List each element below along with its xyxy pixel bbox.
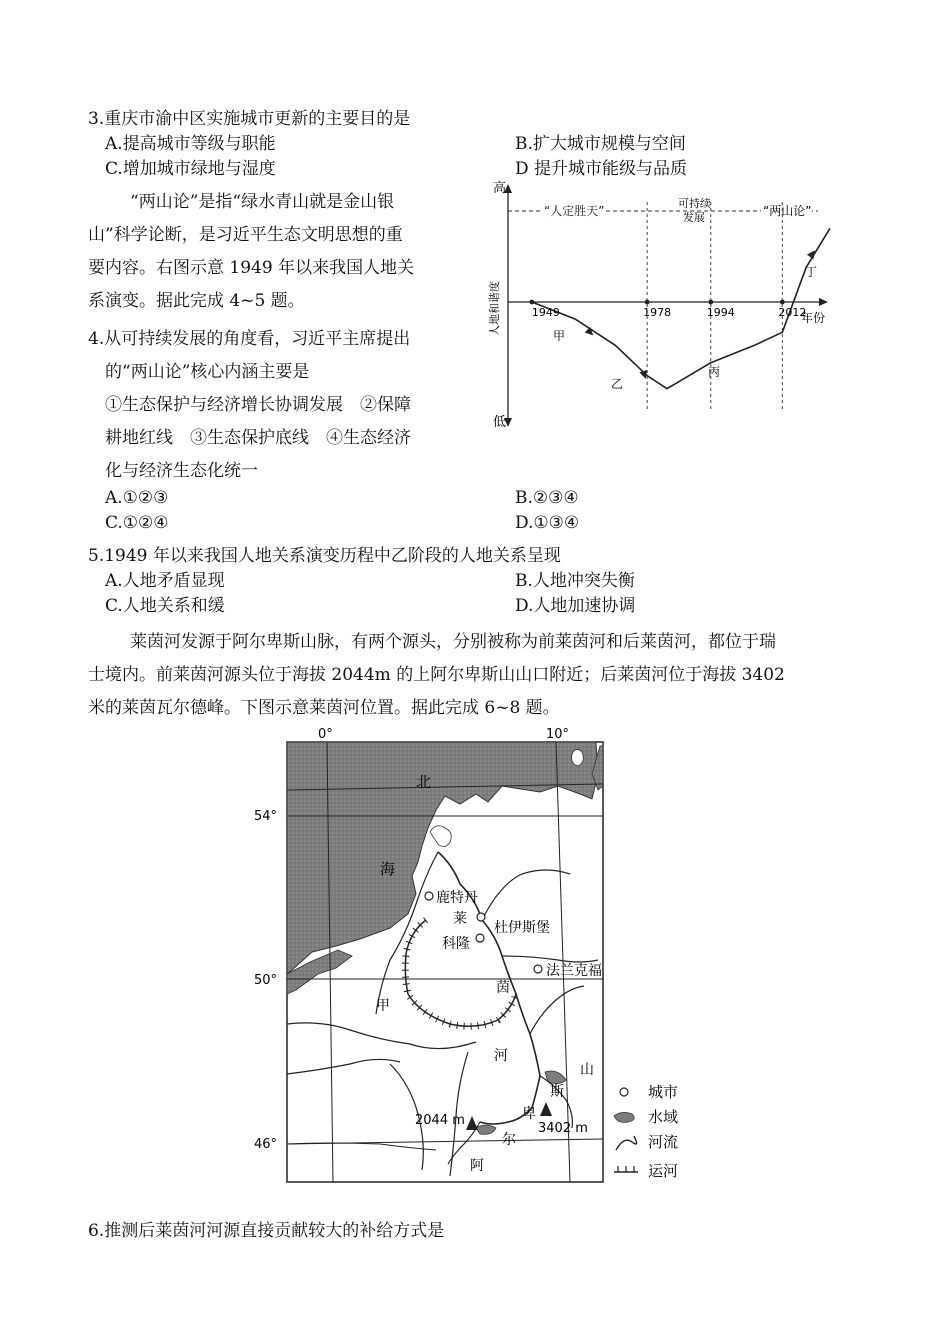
intro-1-line-4: 系演变。据此完成 4~5 题。 bbox=[88, 291, 305, 311]
question-3-option-c: C.增加城市绿地与湿度 bbox=[105, 159, 276, 179]
legend-river-icon bbox=[616, 1136, 637, 1150]
question-5-stem: 5.1949 年以来我国人地关系演变历程中乙阶段的人地关系呈现 bbox=[88, 546, 561, 566]
mountain-label-si: 斯 bbox=[550, 1084, 564, 1100]
question-4-option-a: A.①②③ bbox=[105, 488, 169, 508]
intro-2-line-3: 米的莱茵瓦尔德峰。下图示意莱茵河位置。据此完成 6~8 题。 bbox=[88, 698, 560, 718]
legend-city-icon bbox=[620, 1088, 628, 1096]
question-5-option-d: D.人地加速协调 bbox=[515, 596, 636, 616]
intro-2-line-2: 士境内。前莱茵河源头位于海拔 2044m 的上阿尔卑斯山山口附近；后莱茵河位于海拔 3402 bbox=[88, 665, 785, 685]
question-3-stem: 3.重庆市渝中区实施城市更新的主要目的是 bbox=[88, 109, 411, 129]
x-tick-label-1949: 1949 bbox=[531, 306, 560, 319]
question-4-option-c: C.①②④ bbox=[105, 513, 169, 533]
question-5-option-a: A.人地矛盾显现 bbox=[105, 571, 225, 591]
x-tick-dot-1994 bbox=[708, 300, 713, 305]
stage-label-yi: 乙 bbox=[611, 377, 624, 391]
question-4-option-d: D.①③④ bbox=[515, 513, 580, 533]
lat-50-label: 50° bbox=[254, 973, 278, 988]
city-duisburg-label: 杜伊斯堡 bbox=[494, 920, 550, 936]
stage-label-jia: 甲 bbox=[553, 329, 566, 343]
question-3-option-b: B.扩大城市规模与空间 bbox=[515, 134, 686, 154]
period-label-3: “两山论” bbox=[763, 204, 812, 218]
question-3-option-a: A.提高城市等级与职能 bbox=[105, 134, 276, 154]
intro-1-line-2: 山”科学论断，是习近平生态文明思想的重 bbox=[88, 225, 403, 245]
city-frankfurt-label: 法兰克福 bbox=[546, 963, 602, 979]
city-rotterdam-marker bbox=[425, 892, 433, 900]
mountain-label-shan: 山 bbox=[580, 1062, 594, 1078]
river-label-3: 河 bbox=[494, 1048, 508, 1064]
legend-city-label: 城市 bbox=[648, 1083, 679, 1101]
legend-water-label: 水域 bbox=[648, 1108, 679, 1126]
sea-label-north: 北 bbox=[416, 773, 432, 791]
question-4-option-b: B.②③④ bbox=[515, 488, 579, 508]
lon-10-label: 10° bbox=[546, 727, 570, 742]
sea-label-sea: 海 bbox=[380, 860, 396, 878]
curve-direction-arrow bbox=[585, 327, 596, 338]
x-tick-label-2012: 2012 bbox=[778, 306, 807, 319]
curve-direction-arrow bbox=[639, 370, 649, 380]
x-tick-dot-1978 bbox=[645, 300, 650, 305]
x-tick-dot-2012 bbox=[780, 300, 785, 305]
map-legend bbox=[612, 1080, 702, 1184]
city-duisburg-marker bbox=[477, 913, 485, 921]
period-label-2-line-2: 发展 bbox=[683, 211, 705, 224]
x-axis-title: 年份 bbox=[801, 311, 826, 325]
question-4-stem-1: 4.从可持续发展的角度看，习近平主席提出 bbox=[88, 329, 411, 349]
x-axis-arrow bbox=[819, 298, 828, 306]
intro-1-line-1: “两山论”是指“绿水青山就是金山银 bbox=[130, 192, 395, 212]
question-4-statement-1: ①生态保护与经济增长协调发展 ②保障 bbox=[105, 395, 411, 415]
island bbox=[572, 749, 584, 766]
canal-label-jia: 甲 bbox=[376, 998, 390, 1014]
stage-label-ding: 丁 bbox=[805, 265, 818, 279]
peak-2044-label: 2044 m bbox=[415, 1113, 465, 1128]
question-4-statement-3: 化与经济生态化统一 bbox=[105, 461, 258, 481]
x-tick-dot-1949 bbox=[529, 300, 534, 305]
mountain-label-bei: 卑 bbox=[522, 1106, 536, 1122]
y-axis-title: 人地和谐度 bbox=[488, 281, 501, 336]
question-6-stem: 6.推测后莱茵河河源直接贡献较大的补给方式是 bbox=[88, 1221, 445, 1241]
mountain-label-a: 阿 bbox=[470, 1158, 484, 1174]
question-3-option-d: D 提升城市能级与品质 bbox=[515, 159, 688, 179]
legend-river-label: 河流 bbox=[648, 1133, 679, 1151]
question-4-stem-2: 的“两山论”核心内涵主要是 bbox=[105, 362, 310, 382]
human-land-relationship-chart bbox=[478, 178, 848, 433]
x-tick-label-1978: 1978 bbox=[643, 306, 672, 319]
lon-0-label: 0° bbox=[318, 727, 333, 742]
question-5-option-c: C.人地关系和缓 bbox=[105, 596, 225, 616]
lat-54-label: 54° bbox=[254, 809, 278, 824]
city-rotterdam-label: 鹿特丹 bbox=[436, 890, 478, 906]
river-label-1: 莱 bbox=[453, 911, 467, 927]
intro-1-line-3: 要内容。右图示意 1949 年以来我国人地关 bbox=[88, 258, 415, 278]
x-tick-label-1994: 1994 bbox=[706, 306, 735, 319]
stage-label-bing: 丙 bbox=[708, 365, 721, 379]
city-frankfurt-marker bbox=[534, 965, 542, 973]
y-axis-high-label: 高 bbox=[493, 181, 507, 196]
city-cologne-marker bbox=[476, 934, 484, 942]
question-5-option-b: B.人地冲突失衡 bbox=[515, 571, 635, 591]
city-cologne-label: 科隆 bbox=[442, 936, 470, 952]
peak-3402-label: 3402 m bbox=[538, 1121, 588, 1136]
period-label-2-line-1: 可持续 bbox=[678, 197, 711, 210]
y-axis-low-label: 低 bbox=[493, 415, 507, 430]
legend-canal-label: 运河 bbox=[648, 1162, 679, 1180]
question-4-statement-2: 耕地红线 ③生态保护底线 ④生态经济 bbox=[105, 428, 411, 448]
intro-2-line-1: 莱茵河发源于阿尔卑斯山脉，有两个源头，分别被称为前莱茵河和后莱茵河，都位于瑞 bbox=[130, 632, 776, 652]
river-label-2: 茵 bbox=[496, 980, 510, 996]
period-label-1: “人定胜天” bbox=[544, 204, 605, 218]
mountain-label-er: 尔 bbox=[502, 1132, 516, 1148]
legend-water-icon bbox=[614, 1112, 634, 1122]
lat-46-label: 46° bbox=[254, 1137, 278, 1152]
